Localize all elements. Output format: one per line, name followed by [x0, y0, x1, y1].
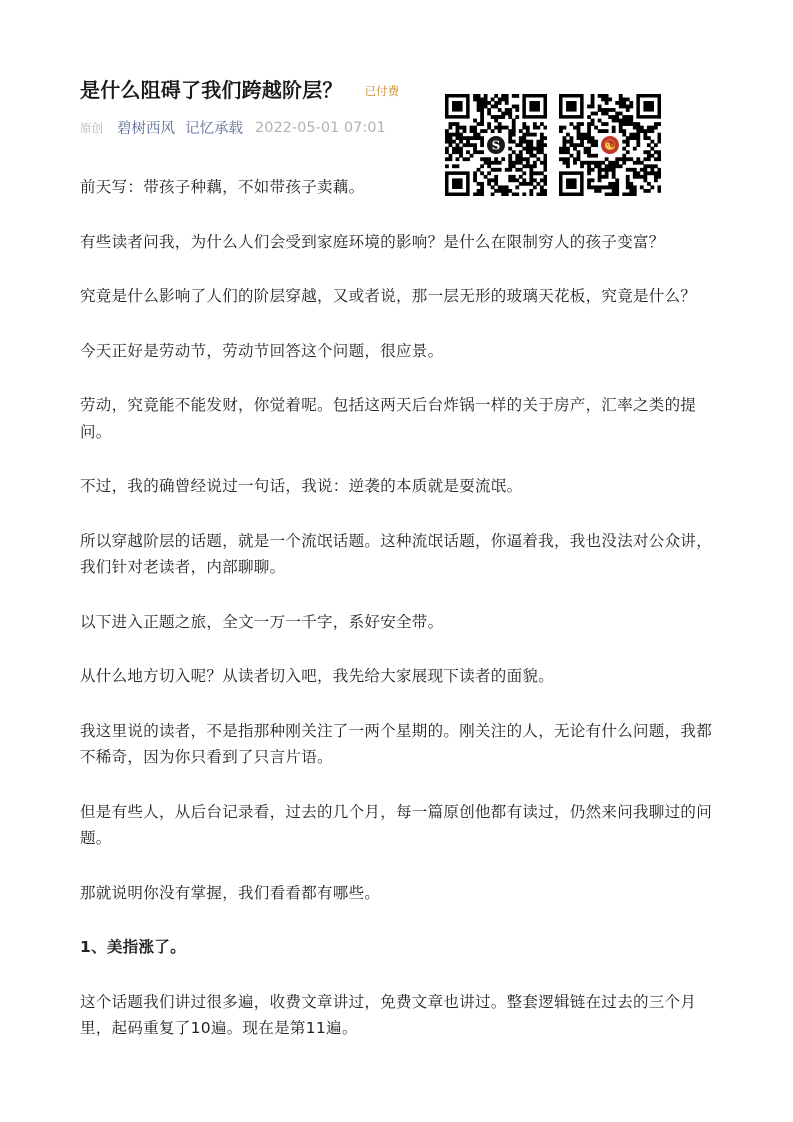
paragraph: 有些读者问我，为什么人们会受到家庭环境的影响？是什么在限制穷人的孩子变富？ [80, 232, 665, 251]
article-header [80, 74, 399, 103]
paid-badge: 已付费 [364, 84, 400, 98]
svg-text:S: S [491, 138, 501, 153]
article-title: 是什么阻碍了我们跨越阶层？ [80, 78, 343, 102]
paragraph: 今天正好是劳动节，劳动节回答这个问题，很应景。 [80, 341, 444, 360]
paragraph: 这个话题我们讲过很多遍，收费文章讲过，免费文章也讲过。整套逻辑链在过去的三个月里，起码重复了10遍。现在是第11遍。 [80, 992, 697, 1037]
paragraph: 不过，我的确曾经说过一句话，我说：逆袭的本质就是耍流氓。 [80, 477, 523, 495]
article-body [80, 174, 720, 1070]
paragraph: 劳动，究竟能不能发财，你觉着呢。包括这两天后台炸锅一样的关于房产，汇率之类的提问。 [80, 396, 697, 441]
paragraph: 所以穿越阶层的话题，就是一个流氓话题。这种流氓话题，你逼着我，我也没法对公众讲，我们针对老读者，内部聊聊。 [80, 531, 713, 576]
original-tag: 原创 [80, 120, 103, 135]
publish-date: 2022-05-01 07:01 [255, 119, 386, 136]
section-heading: 1、美指涨了。 [80, 938, 186, 956]
account-link[interactable]: 记忆承载 [185, 121, 243, 137]
paragraph: 究竟是什么影响了人们的阶层穿越，又或者说，那一层无形的玻璃天花板，究竟是什么？ [80, 287, 697, 305]
paragraph: 前天写：带孩子种藕，不如带孩子卖藕。 [80, 178, 365, 196]
paragraph: 那就说明你没有掌握，我们看看都有哪些。 [80, 883, 381, 902]
paragraph: 但是有些人，从后台记录看，过去的几个月，每一篇原创他都有读过，仍然来问我聊过的问题。 [80, 802, 713, 847]
author-link[interactable]: 碧树西风 [117, 121, 175, 137]
svg-text:☯: ☯ [603, 138, 617, 154]
paragraph: 从什么地方切入呢？从读者切入吧，我先给大家展现下读者的面貌。 [80, 667, 555, 685]
paragraph: 我这里说的读者，不是指那种刚关注了一两个星期的。刚关注的人，无论有什么问题，我都不稀奇，因为你只看到了只言片语。 [80, 721, 713, 766]
paragraph: 以下进入正题之旅，全文一万一千字，系好安全带。 [80, 612, 444, 631]
article-meta [80, 117, 386, 138]
